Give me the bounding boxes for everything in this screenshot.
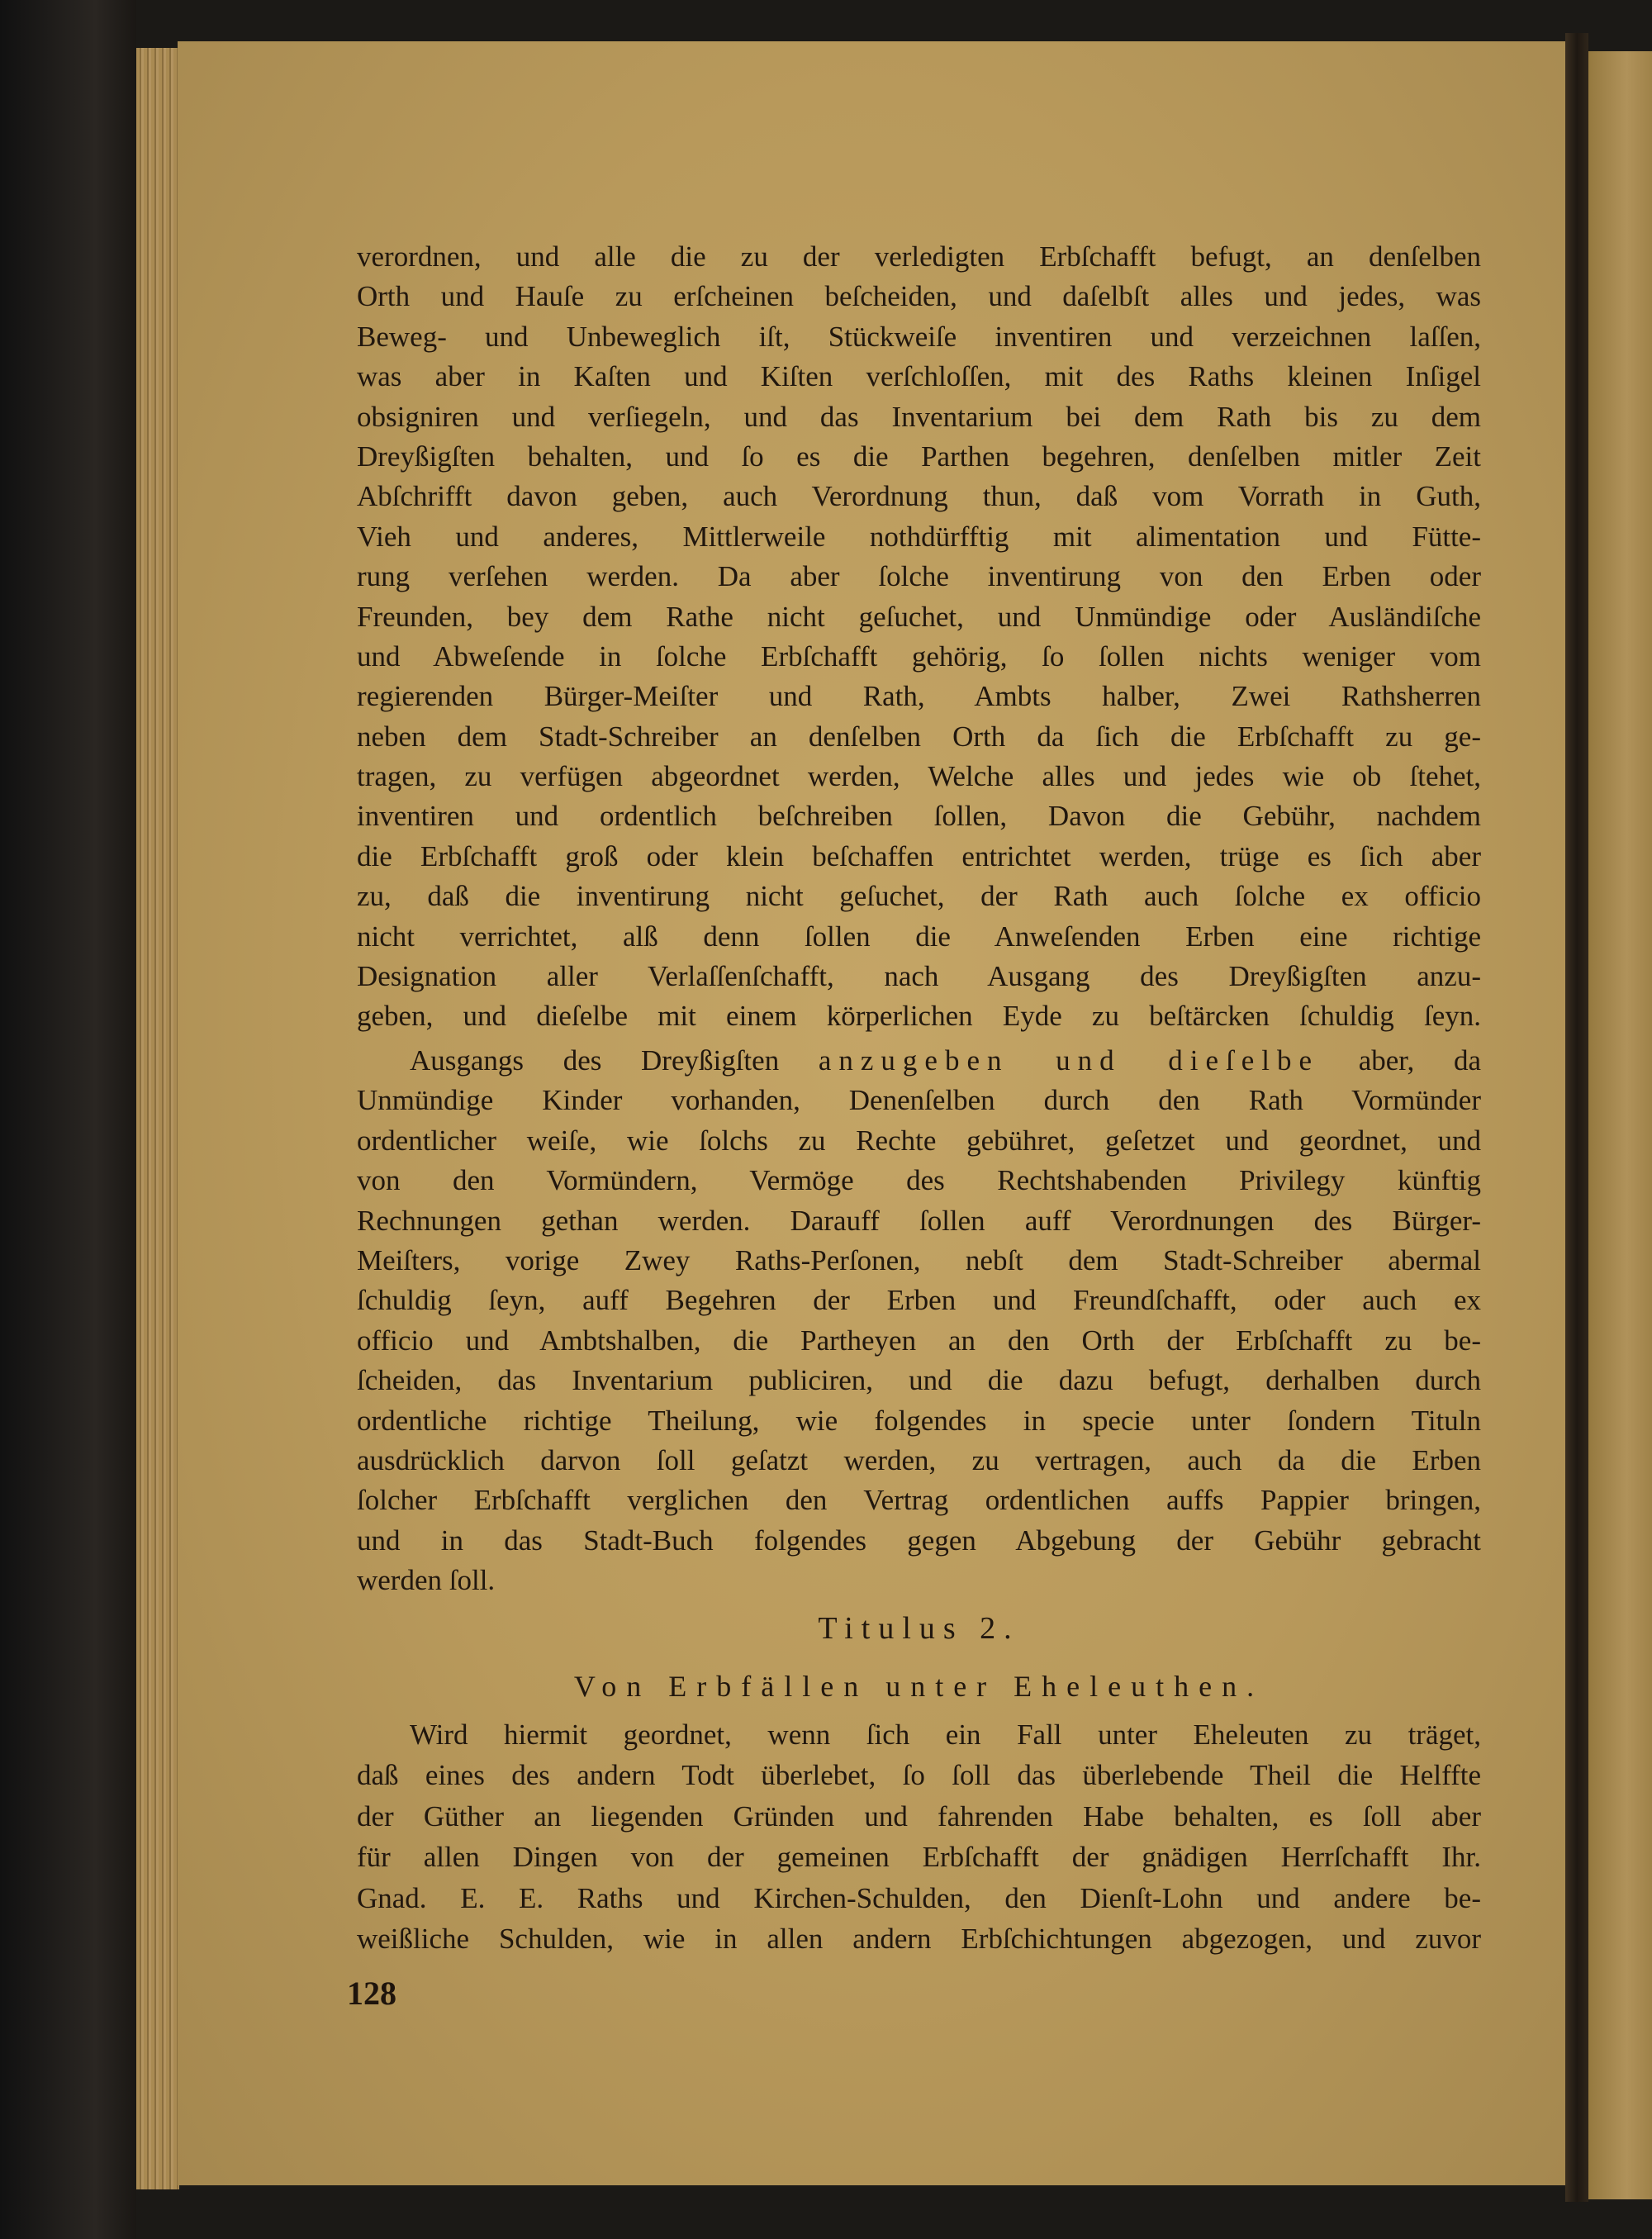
text-line: ausdrücklich darvon ſoll geſatzt werden, zu vertragen, auch da die Erben — [357, 1443, 1481, 1476]
section-subheading: Von Erbfällen unter Eheleuthen. — [573, 1670, 1265, 1703]
paragraph-1 — [357, 237, 1481, 1037]
text-line: inventiren und ordentlich beſchreiben ſollen, Davon die Gebühr, nachdem — [357, 800, 1481, 833]
book-binding — [0, 0, 136, 2239]
text-line: Vieh und anderes, Mittlerweile nothdürfftig mit alimentation und Fütte- — [357, 520, 1481, 553]
text-segment: aber, da — [1319, 1044, 1481, 1077]
paragraph-2 — [357, 1041, 1481, 1600]
text-line: Gnad. E. E. Raths und Kirchen-Schulden, den Dienſt-Lohn und andere be- — [357, 1881, 1481, 1914]
text-line: zu, daß die inventirung nicht geſuchet, der Rath auch ſolche ex officio — [357, 880, 1481, 913]
text-line: ordentlicher weiſe, wie ſolchs zu Rechte gebühret, geſetzet und geordnet, und — [357, 1124, 1481, 1157]
text-line: ordentliche richtige Theilung, wie folgendes in specie unter ſondern Tituln — [357, 1404, 1481, 1437]
text-line: von den Vormündern, Vermöge des Rechtshabenden Privilegy künftig — [357, 1164, 1481, 1197]
text-line: die Erbſchafft groß oder klein beſchaffen entrichtet werden, trüge es ſich aber — [357, 839, 1481, 872]
text-line: regierenden Bürger-Meiſter und Rath, Ambts halber, Zwei Rathsherren — [357, 680, 1481, 713]
text-line: Meiſters, vorige Zwey Raths-Perſonen, nebſt dem Stadt-Schreiber abermal — [357, 1243, 1481, 1276]
page-edges — [136, 48, 179, 2189]
text-line: verordnen, und alle die zu der verledigten Erbſchafft befugt, an denſelben — [357, 240, 1481, 273]
paragraph-3 — [357, 1714, 1481, 1959]
text-line: rung verſehen werden. Da aber ſolche inventirung von den Erben oder — [357, 560, 1481, 593]
text-line: nicht verrichtet, alß denn ſollen die Anweſenden Erben eine richtige — [357, 920, 1481, 953]
text-line: Dreyßigſten behalten, und ſo es die Parthen begehren, denſelben mitler Zeit — [357, 440, 1481, 473]
section-heading: Titulus 2. — [818, 1611, 1020, 1646]
text-line: Freunden, bey dem Rathe nicht geſuchet, und Unmündige oder Ausländiſche — [357, 600, 1481, 633]
text-line — [357, 1041, 1481, 1081]
text-line: für allen Dingen von der gemeinen Erbſchafft der gnädigen Herrſchafft Ihr. — [357, 1841, 1481, 1874]
text-line: Designation aller Verlaſſenſchafft, nach Ausgang des Dreyßigſten anzu- — [357, 960, 1481, 993]
adjacent-page-edge — [1588, 51, 1652, 2199]
text-segment: Ausgangs des Dreyßigſten — [410, 1044, 819, 1077]
text-line: weißliche Schulden, wie in allen andern Erbſchichtungen abgezogen, und zuvor — [357, 1922, 1481, 1955]
text-line: Wird hiermit geordnet, wenn ſich ein Fall unter Eheleuten zu träget, — [410, 1718, 1481, 1751]
text-line: Orth und Hauſe zu erſcheinen beſcheiden, und daſelbſt alles und jedes, was — [357, 280, 1481, 313]
text-line: der Güther an liegenden Gründen und fahrenden Habe behalten, es ſoll aber — [357, 1799, 1481, 1833]
text-line: obsigniren und verſiegeln, und das Inventarium bei dem Rath bis zu dem — [357, 400, 1481, 433]
text-line: daß eines des andern Todt überlebet, ſo ſoll das überlebende Theil die Helffte — [357, 1759, 1481, 1792]
text-line: und Abweſende in ſolche Erbſchafft gehörig, ſo ſollen nichts weniger vom — [357, 639, 1481, 673]
text-line: Rechnungen gethan werden. Darauff ſollen auff Verordnungen des Bürger- — [357, 1204, 1481, 1237]
text-line: ſcheiden, das Inventarium publiciren, und die dazu befugt, derhalben durch — [357, 1364, 1481, 1397]
text-line: ſolcher Erbſchafft verglichen den Vertrag ordentlichen auffs Pappier bringen, — [357, 1484, 1481, 1517]
text-line: tragen, zu verfügen abgeordnet werden, Welche alles und jedes wie ob ſtehet, — [357, 760, 1481, 793]
page-number: 128 — [347, 1975, 396, 2012]
text-line: werden ſoll. — [357, 1564, 496, 1597]
text-line: und in das Stadt-Buch folgendes gegen Abgebung der Gebühr gebracht — [357, 1524, 1481, 1557]
text-line: ſchuldig ſeyn, auff Begehren der Erben und Freundſchafft, oder auch ex — [357, 1284, 1481, 1317]
text-line: was aber in Kaſten und Kiſten verſchloſſen, mit des Raths kleinen Inſigel — [357, 360, 1481, 393]
text-line: Unmündige Kinder vorhanden, Denenſelben durch den Rath Vormünder — [357, 1084, 1481, 1117]
text-line: geben, und dieſelbe mit einem körperlichen Eyde zu beſtärcken ſchuldig ſeyn. — [357, 1000, 1481, 1033]
text-line: neben dem Stadt-Schreiber an denſelben Orth da ſich die Erbſchafft zu ge- — [357, 720, 1481, 753]
text-line: Beweg- und Unbeweglich iſt, Stückweiſe inventiren und verzeichnen laſſen, — [357, 320, 1481, 353]
emphasized-text: anzugeben und dieſelbe — [818, 1044, 1320, 1077]
text-line: officio und Ambtshalben, die Partheyen an den Orth der Erbſchafft zu be- — [357, 1324, 1481, 1357]
text-line: Abſchrifft davon geben, auch Verordnung thun, daß vom Vorrath in Guth, — [357, 480, 1481, 513]
page-gutter — [1565, 33, 1588, 2202]
